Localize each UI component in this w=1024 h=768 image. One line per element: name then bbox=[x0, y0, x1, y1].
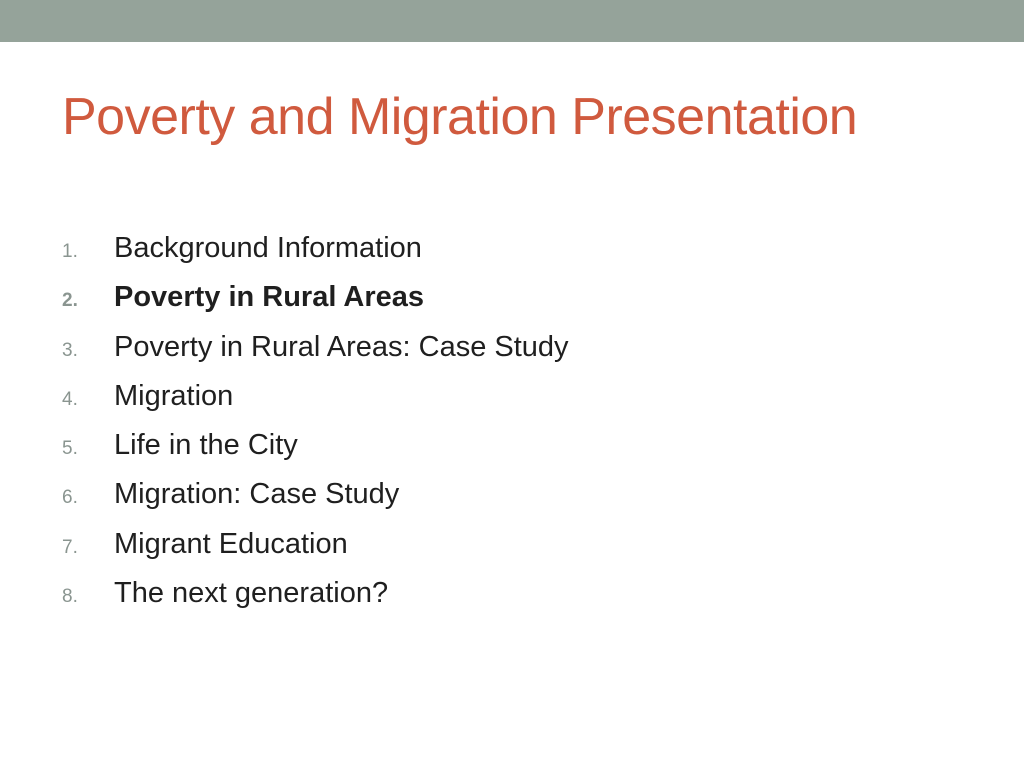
agenda-item bbox=[62, 528, 569, 577]
agenda-item-number: 8. bbox=[62, 586, 78, 608]
agenda-item bbox=[62, 232, 569, 281]
agenda-item bbox=[62, 281, 569, 330]
agenda-item bbox=[62, 577, 569, 626]
agenda-item-label: Migrant Education bbox=[114, 527, 348, 560]
agenda-item-number: 3. bbox=[62, 339, 78, 361]
agenda-item bbox=[62, 429, 569, 478]
agenda-item bbox=[62, 478, 569, 527]
agenda-item-label: Poverty in Rural Areas: Case Study bbox=[114, 330, 569, 363]
agenda-item-label: Migration: Case Study bbox=[114, 478, 400, 511]
agenda-item-number: 7. bbox=[62, 536, 78, 558]
agenda-item-number: 1. bbox=[62, 241, 78, 262]
agenda-item-number: 5. bbox=[62, 438, 78, 460]
top-accent-bar bbox=[0, 0, 1024, 42]
agenda-item-label: Life in the City bbox=[114, 429, 298, 462]
agenda-item-label: Background Information bbox=[114, 232, 422, 264]
agenda-item-label: Migration bbox=[114, 379, 234, 412]
agenda-item-label: The next generation? bbox=[114, 577, 389, 610]
agenda-item-number: 4. bbox=[62, 388, 78, 410]
agenda-item-number: 2. bbox=[62, 290, 78, 312]
agenda-item bbox=[62, 331, 569, 380]
agenda-item bbox=[62, 380, 569, 429]
agenda-list bbox=[62, 232, 569, 626]
agenda-item-label: Poverty in Rural Areas bbox=[114, 281, 424, 314]
slide-title: Poverty and Migration Presentation bbox=[62, 88, 858, 146]
agenda-item-number: 6. bbox=[62, 487, 78, 509]
